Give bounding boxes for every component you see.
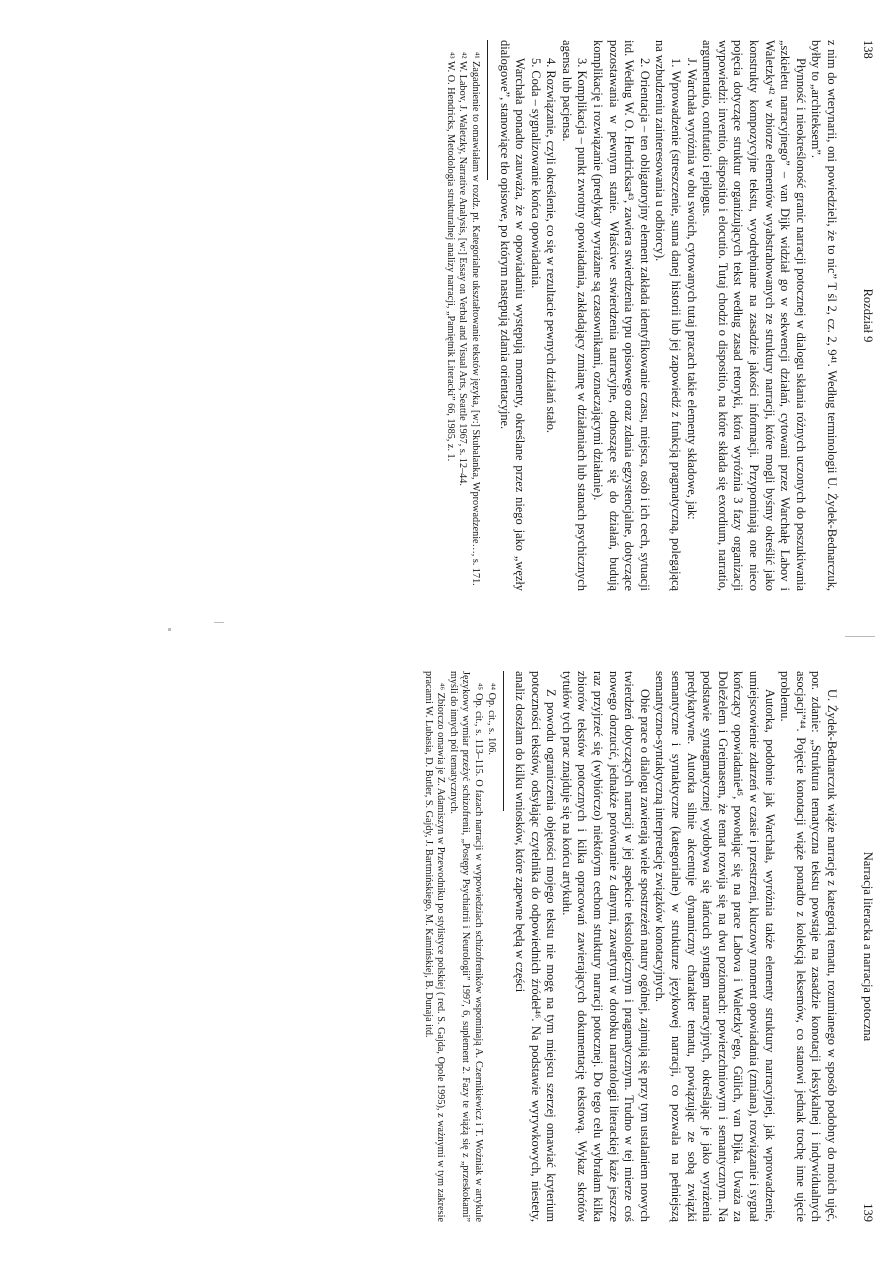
footnote: ⁴⁶ Zbiorczo omawia je Z. Adamiszyn w Przewodniku po stylistyce polskiej ( red. S. Gajda, Opole 1995), z ważnymi w tym zakresie pracami W. Lubasia, D. Butler, S. Gajdy, J. Bartmińskiego, M. Kamińskiej, B. Dunaja itd. bbox=[422, 671, 447, 1222]
footnote-divider bbox=[503, 671, 504, 811]
scan-speck bbox=[214, 622, 224, 623]
footnote: ⁴¹ Zagadnienie to omawiałam w rozdz. pt. Kategorialne ukształtowanie tekstów języka, [w:] Skubalanka, Wprowadzenie…, s. 171. bbox=[469, 52, 481, 586]
paragraph: Z powodu ograniczenia objętości mojego tekstu nie mogę na tym miejscu szerzej omawiać kryterium potoczności tekstów, odsyłając czytelnika do odpowiednich źródeł⁴⁶. Na podstawie wyrywkowych, niestety, analiz doszłam do kilku wniosków, które zapewne będą w części bbox=[513, 671, 559, 1222]
footnote: ⁴⁵ Op. cit., s. 113–115. O fazach narracji w wypowiedziach schizofreników wspominają A. Czernikiewicz i T. Woźniak w artykule Językowy wymiar przeżyć schizofrenii, „Postępy Psychiatrii i Neurologii” 1997, 6, suplement 2. Fazy te wiążą się z „przeskokami” myśli do innych pól tematycznych. bbox=[447, 671, 484, 1222]
footnote: ⁴⁴ Op. cit., s. 106. bbox=[485, 683, 497, 755]
right-page bbox=[0, 631, 893, 1262]
list-item: 2. Orientacja – ten obligatoryjny element zakłada identyfikowanie czasu, miejsca, osób i ich cech, sytuacji itd. Według W. O. Hendricksa⁴³, zawiera stwierdzenia typu opisowego oraz zdania egzystencjalne, dotyczące pozostawania w pewnym stanie. Właściwe stwierdzenia narracyjne, odnoszące się do działań, budują komplikację i rozwiązanie (predykaty wyrażane są czasownikami, oznaczającymi działanie). bbox=[591, 40, 652, 591]
paragraph: Płynność i nieokreśloność granic narracji potocznej w dialogu skłania różnych uczonych do poszukiwania „szkieletu narracyjnego” – van Dijk widział go w sekwencji działań, cytowani przez Warchałę Labov i Waletzky⁴² w zbiorze elementów wyabstrahowanych ze struktury narracji, które mogli byśmy określić jako konstrukty kompozycyjne tekstu, wyodrębniane na zasadzie jakości informacji. Przypominają one nieco pojęcia dotyczące struktur organizujących tekst według zasad retoryki, która wyróżnia 3 fazy organizacji wypowiedzi: inventio, dispositio i elocutio. Tutaj chodzi o dispositio, na które składa się exordium, narratio, argumentatio, confutatio i epilogus. bbox=[700, 40, 808, 591]
left-running-title: Rozdział 9 bbox=[861, 288, 875, 343]
list-item: 5. Coda – sygnalizowanie końca opowiadania. bbox=[528, 58, 543, 289]
list-item: 3. Komplikacja – punkt zwrotny opowiadania, zakładający zmianę w działaniach lub stanach psychicznych agensa lub pacjensa. bbox=[559, 40, 590, 591]
paragraph: z nim do wterynarii, oni powiedzieli, że to nic” T śl 2, cz. 2, 9⁴¹. Według terminologii U. Żydek-Bednarczuk, byłby to „architeksem”. bbox=[809, 40, 839, 591]
left-page-number: 138 bbox=[861, 40, 875, 59]
scan-speck bbox=[845, 636, 875, 637]
paragraph: Warchała ponadto zauważa, że w opowiadaniu występują momenty, określane przez niego jako „węzły dialogowe”, stanowiące tło opisowe, po którym następują zdania orientacyjne. bbox=[497, 40, 528, 591]
left-page bbox=[0, 0, 893, 631]
right-page-header bbox=[855, 671, 875, 1222]
scan-speck bbox=[168, 628, 171, 631]
right-page-body bbox=[421, 671, 839, 1222]
left-page-header bbox=[855, 40, 875, 591]
list-item: 1. Wprowadzenie (streszczenie, suma danej historii lub jej zapowiedź z funkcją pragmatyczną, polegającą na wzbudzeniu zainteresowania u odbiorcy). bbox=[653, 40, 684, 591]
footnotes bbox=[421, 671, 497, 1222]
footnote: ⁴³ W. O. Hendricks, Metodologia strukturalnej analizy narracji, „Pamiętnik Literacki” 66, 1985, z. 1. bbox=[444, 52, 456, 462]
list-item: 4. Rozwiązanie, czyli określenie, co się w rezultacie pewnych działań stało. bbox=[544, 58, 559, 434]
paragraph: U. Żydek-Bednarczuk wiąże narrację z kategorią tematu, rozumianego w sposób podobny do moich ujęć, por. zdanie: „Struktura tematyczna tekstu powstaje na zasadzie konotacji leksykalnej i indywidualnych asocjacji”⁴⁴. Pojęcie konotacji wiąże ponadto z kolekcją leksemów, co stanowi jednak trochę inne ujęcie problemu. bbox=[778, 671, 839, 1222]
right-page-number: 139 bbox=[861, 1203, 875, 1222]
paragraph: Autorka, podobnie jak Warchała, wyróżnia także elementy struktury narracyjnej, jak wprowadzenie, umiejscowienie zdarzeń w czasie i przestrzeni, kluczowy moment opowiadania (zmiana), rozwiązanie i sygnał kończący opowiadanie⁴⁵, powołując się na prace Labova i Waletzky’ego, Gülich, van Dijka. Uważa za Doleželem i Greimasem, że temat rozwija się na dwu poziomach: powierzchniowym i semantycznym. Na podstawie syntagmatycznej wydobywa się łańcuch syntagm narracyjnych, określając je jako wyrażenia predykatywne. Autorka silnie akcentuje dynamiczny charakter tematu, powiązując ze sobą związki semantyczne i syntaktyczne (kategorialne) w strukturze językowej narracji, co pozwala na pełniejszą semantyczno-syntaktyczną interpretację związków konotacyjnych. bbox=[653, 671, 777, 1222]
footnote: ⁴² W. Labov, J. Waletzky, Narrative Analysis, [w:] Essay on Verbal and Visual Arts, Seattle 1967, s. 12–44. bbox=[457, 52, 469, 486]
left-page-body bbox=[443, 40, 839, 591]
right-running-title: Narracja literacka a narracja potoczna bbox=[861, 851, 875, 1042]
footnote-divider bbox=[487, 40, 488, 180]
paragraph: Obie prace o dialogu zawierają wiele spostrzeżeń natury ogólnej, zajmują się przy tym ustalaniem nowych twierdzeń dotyczących narracji w jej aspekcie tekstologicznym i pragmatycznym. Trudno w tej mierze coś nowego dorzucić, jednakże porównanie z danymi, zawartymi w dorobku narratologii literackiej każe jeszcze raz przyjrzeć się (wybiórczo) niektórym cechom struktury narracji potocznej. Do tego celu wybrałam kilka zbiorów tekstów potocznych i kilka opracowań zawierających dokumentację tekstową. Wykaz skrótów tytułów tych prac znajduje się na końcu artykułu. bbox=[559, 671, 652, 1222]
footnotes bbox=[443, 40, 481, 591]
paragraph: J. Warchała wyróżnia w obu swoich, cytowanych tutaj pracach takie elementy składowe, jak: bbox=[684, 58, 699, 520]
